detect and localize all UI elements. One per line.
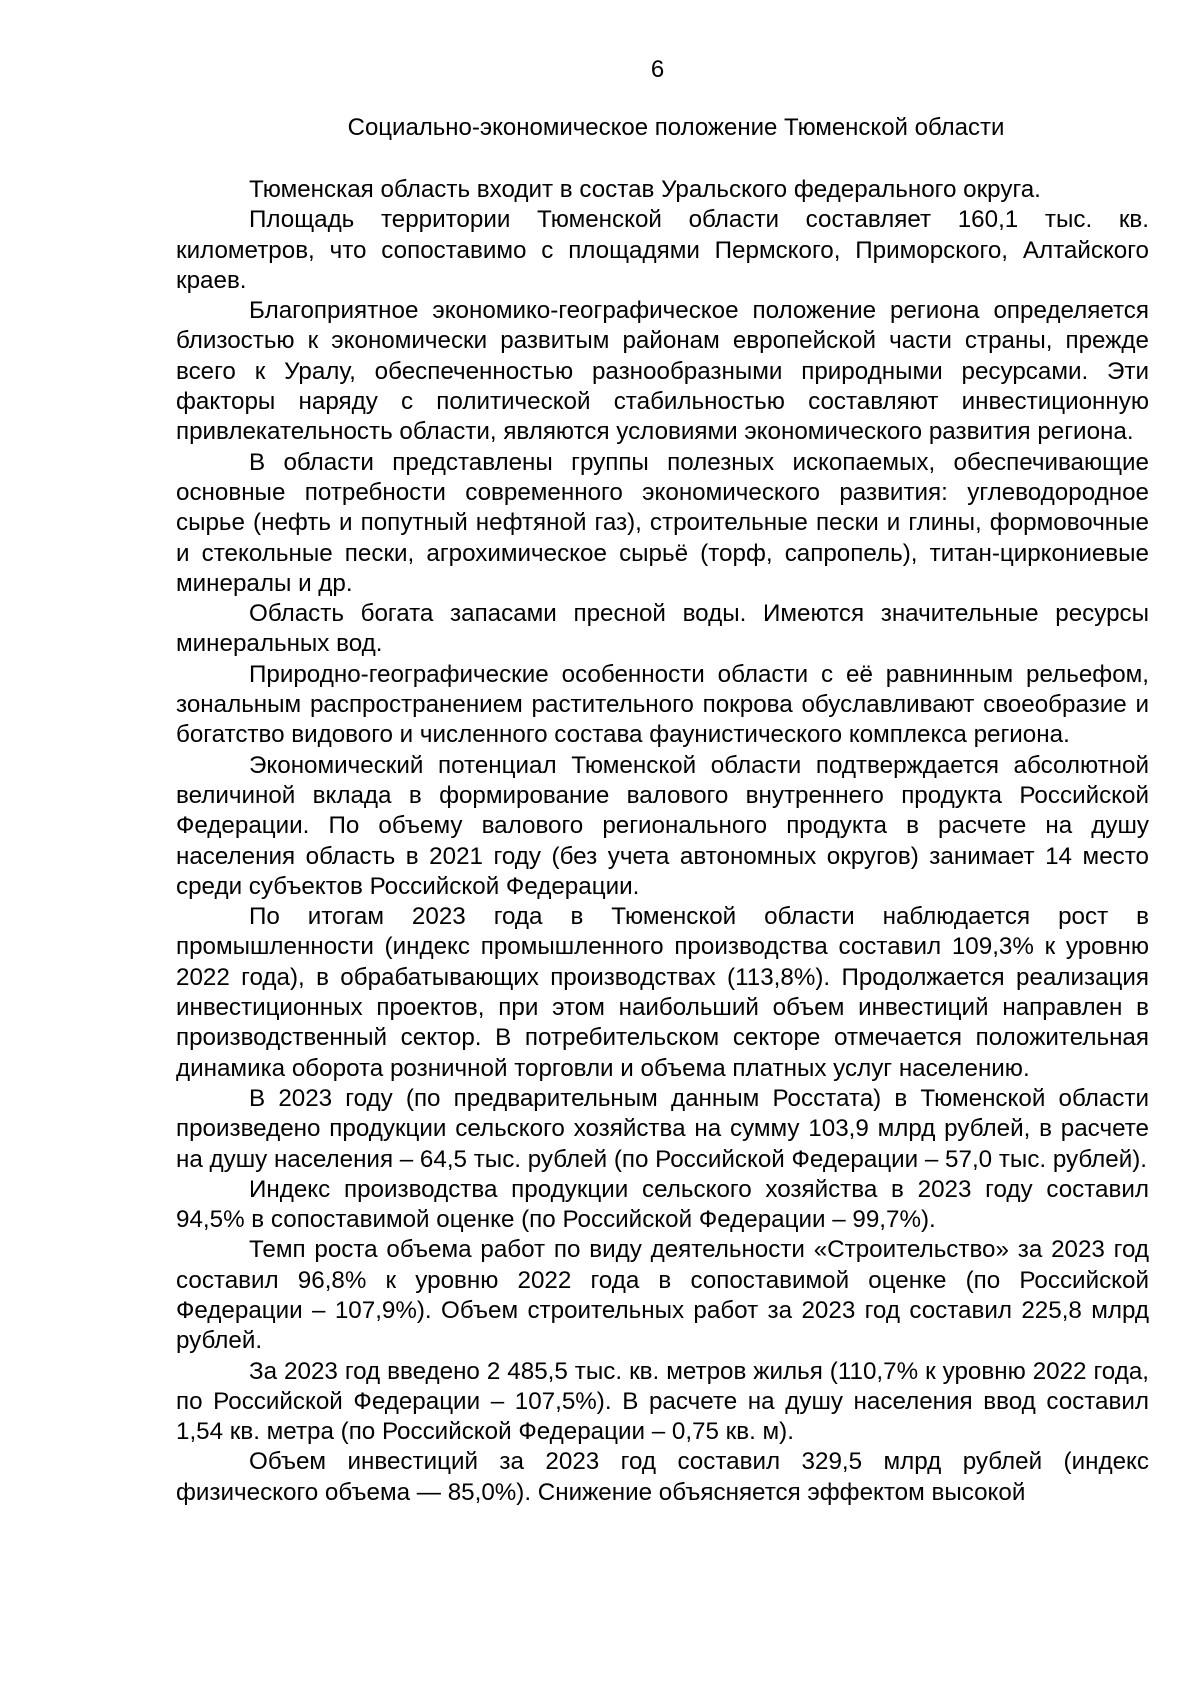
paragraph: Темп роста объема работ по виду деятельности «Строительство» за 2023 год составил 96,8% к уровню 2022 года в сопоставимой оценке (по Российской Федерации – 107,9%). Объем строительных работ за 2023 год составил 225,8 млрд рублей. — [176, 1236, 1149, 1355]
paragraph: В 2023 году (по предварительным данным Росстата) в Тюменской области произведено продукции сельского хозяйства на сумму 103,9 млрд рублей, в расчете на душу населения – 64,5 тыс. рублей (по Российской Федерации – 57,0 тыс. рублей). — [176, 1084, 1149, 1173]
page-number: 6 — [650, 56, 665, 83]
paragraph: Экономический потенциал Тюменской области подтверждается абсолютной величиной вклада в формирование валового внутреннего продукта Российской Федерации. По объему валового регионального продукта в расчете на душу населения область в 2021 году (без учета автономных округов) занимает 14 место среди субъектов Российской Федерации. — [176, 751, 1149, 900]
page-title: Социально-экономическое положение Тюменской области — [347, 114, 1005, 141]
paragraph: Тюменская область входит в состав Уральского федерального округа. — [249, 176, 1041, 203]
paragraph: Объем инвестиций за 2023 год составил 329,5 млрд рублей (индекс физического объема — 85,0%). Снижение объясняется эффектом высокой — [176, 1448, 1149, 1506]
paragraph: За 2023 год введено 2 485,5 тыс. кв. метров жилья (110,7% к уровню 2022 года, по Российской Федерации – 107,5%). В расчете на душу населения ввод составил 1,54 кв. метра (по Российской Федерации – 0,75 кв. м). — [176, 1357, 1149, 1446]
paragraph: Площадь территории Тюменской области составляет 160,1 тыс. кв. километров, что сопоставимо с площадями Пермского, Приморского, Алтайского краев. — [176, 206, 1149, 294]
paragraph: Область богата запасами пресной воды. Имеются значительные ресурсы минеральных вод. — [176, 600, 1149, 658]
document-body — [176, 175, 1149, 1508]
paragraph: Индекс производства продукции сельского хозяйства в 2023 году составил 94,5% в сопоставимой оценке (по Российской Федерации – 99,7%). — [176, 1175, 1149, 1234]
paragraph: Природно-географические особенности области с её равнинным рельефом, зональным распространением растительного покрова обуславливают своеобразие и богатство видового и численного состава фаунистического комплекса региона. — [176, 660, 1149, 749]
paragraph: В области представлены группы полезных ископаемых, обеспечивающие основные потребности современного экономического развития: углеводородное сырье (нефть и попутный нефтяной газ), строительные пески и глины, формовочные и стекольные пески, агрохимическое сырьё (торф, сапропель), титан-циркониевые минералы и др. — [176, 448, 1149, 597]
paragraph: Благоприятное экономико-географическое положение региона определяется близостью к экономически развитым районам европейской части страны, прежде всего к Уралу, обеспеченностью разнообразными природными ресурсами. Эти факторы наряду с политической стабильностью составляют инвестиционную привлекательность области, являются условиями экономического развития региона. — [176, 297, 1149, 446]
paragraph: По итогам 2023 года в Тюменской области наблюдается рост в промышленности (индекс промышленного производства составил 109,3% к уровню 2022 года), в обрабатывающих производствах (113,8%). Продолжается реализация инвестиционных проектов, при этом наибольший объем инвестиций направлен в производственный сектор. В потребительском секторе отмечается положительная динамика оборота розничной торговли и объема платных услуг населению. — [176, 903, 1149, 1082]
